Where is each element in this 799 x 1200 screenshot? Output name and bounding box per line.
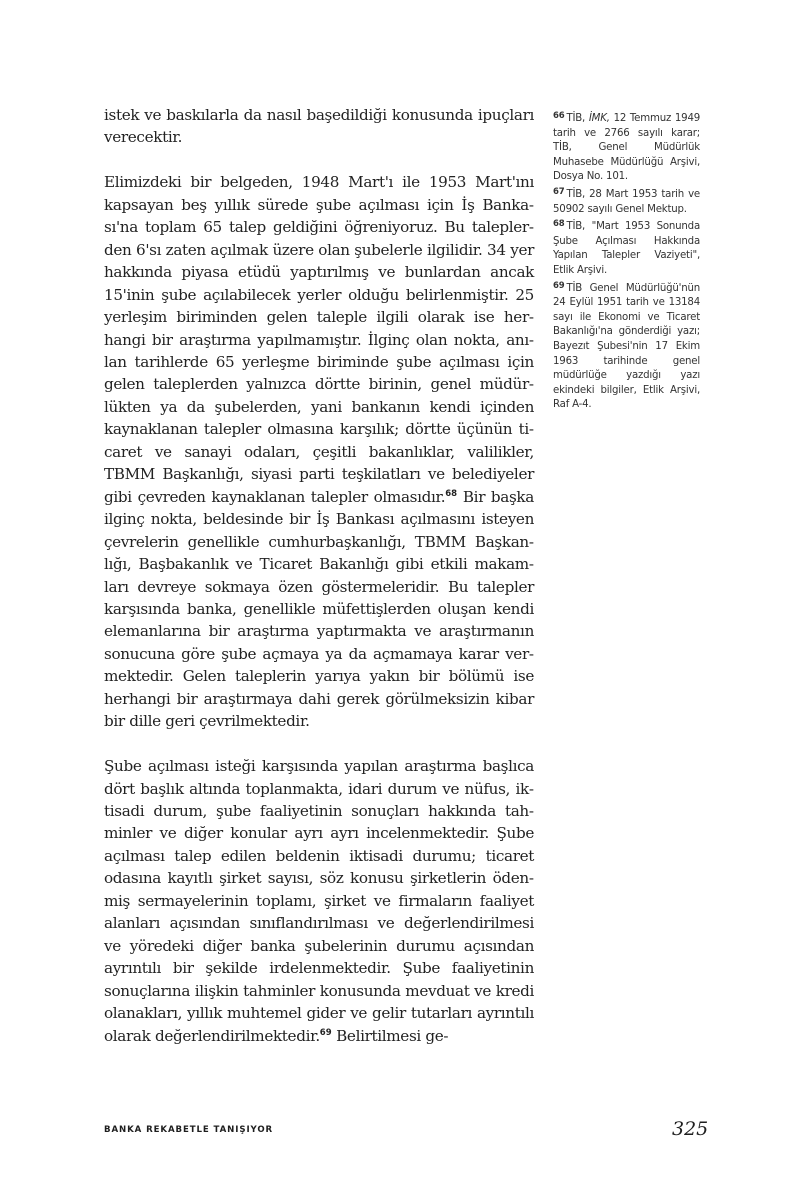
footnote xyxy=(553,109,700,185)
footnote-italic-text: İMK, xyxy=(588,113,610,124)
page-number: 325 xyxy=(672,1118,709,1140)
paragraph-text: istek ve baskılarla da nasıl başedildiği konusunda ipuçları verecektir. xyxy=(104,106,534,147)
footnote-text: TİB Genel Müdürlüğü'nün 24 Eylül 1951 tarih ve 13184 sayı ile Ekonomi ve Ticaret Bakanlığı'na gönderdiği yazı; Bayezıt Şubesi'nin 17 Ekim 1963 tarihinde genel müdürlüğe yazdığı yazı ekindeki bilgiler, Etlik Arşivi, Raf A-4. xyxy=(553,282,700,411)
running-title: BANKA REKABETLE TANIŞIYOR xyxy=(104,1125,274,1135)
footnote-text: TİB, xyxy=(566,113,589,124)
footnote-text: 12 Temmuz 1949 tarih ve 2766 sayılı karar; TİB, Genel Müdürlük Muhasebe Müdürlüğü Arşivi, Dosya No. 101. xyxy=(553,113,701,183)
paragraph xyxy=(104,755,534,1047)
paragraph-text: Belirtilmesi ge- xyxy=(331,1026,449,1045)
footnote-number: 67 xyxy=(553,186,565,197)
paragraph xyxy=(104,104,534,149)
footnote-number: 69 xyxy=(553,280,565,291)
footnote-number: 68 xyxy=(553,219,565,230)
footnote xyxy=(553,217,700,278)
paragraph xyxy=(104,171,534,732)
footnotes-sidebar xyxy=(553,109,700,413)
footnote xyxy=(553,279,700,413)
footnote-number: 66 xyxy=(553,111,565,121)
main-text-column xyxy=(104,104,534,1069)
footnote-reference[interactable]: 68 xyxy=(445,488,458,499)
paragraph-text: Şube açılması isteği karşısında yapılan araştırma başlıca dört başlık altında toplanmakta, idari durum ve nüfus, iktisadi durum, şube faaliyetinin sonuçları hakkında tahminler ve diğer konular ayrı ayrı incelenmektedir. Şube açılması talep edilen beldenin iktisadi durumu; ticaret odasına kayıtlı şirket sayısı, söz konusu şirketlerin ödenmiş sermayelerinin toplamı, şirket ve firmaların faaliyet alanları açısından sınıflandırılması ve değerlendirilmesi ve yöredeki diğer banka şubelerinin durumu açısından ayrıntılı bir şekilde irdelenmektedir. Şube faaliyetinin sonuçlarına ilişkin tahminler konusunda mevduat ve kredi olanakları, yıllık muhtemel gider ve gelir tutarları ayrıntılı olarak değerlendirilmektedir. xyxy=(104,757,534,1045)
footnote xyxy=(553,185,700,217)
paragraph-text: Bir başka ilginç nokta, beldesinde bir İş Bankası açılmasını isteyen çevrelerin genellikle cumhurbaşkanlığı, TBMM Başkanlığı, Başbakanlık ve Ticaret Bakanlığı gibi etkili makamları devreye sokmaya özen göstermeleridir. Bu talepler karşısında banka, genellikle müfettişlerden oluşan kendi elemanlarına bir araştırma yaptırmakta ve araştırmanın sonucuna göre şube açmaya ya da açmamaya karar vermektedir. Gelen taleplerin yarıya yakın bir bölümü ise herhangi bir araştırmaya dahi gerek görülmeksizin kibar bir dille geri çevrilmektedir. xyxy=(104,487,534,731)
paragraph-text: Elimizdeki bir belgeden, 1948 Mart'ı ile 1953 Mart'ını kapsayan beş yıllık sürede şube açılması için İş Bankası'na toplam 65 talep geldiğini öğreniyoruz. Bu taleplerden 6'sı zaten açılmak üzere olan şubelerle ilgilidir. 34 yer hakkında piyasa etüdü yaptırılmış ve bunlardan ancak 15'inin şube açılabilecek yerler olduğu belirlenmiştir. 25 yerleşim biriminden gelen taleple ilgili olarak ise herhangi bir araştırma yapılmamıştır. İlginç olan nokta, anılan tarihlerde 65 yerleşme biriminde şube açılması için gelen taleplerden yalnızca dörtte birinin, genel müdürlükten ya da şubelerden, yani bankanın kendi içinden kaynaklanan talepler olmasına karşılık; dörtte üçünün ticaret ve sanayi odaları, çeşitli bakanlıklar, valilikler, TBMM Başkanlığı, siyasi parti teşkilatları ve belediyeler gibi çevreden kaynaklanan talepler olmasıdır. xyxy=(104,173,534,506)
footnote-text: TİB, "Mart 1953 Sonunda Şube Açılması Hakkında Yapılan Talepler Vaziyeti", Etlik Arşivi. xyxy=(553,221,700,276)
footnote-text: TİB, 28 Mart 1953 tarih ve 50902 sayılı Genel Mektup. xyxy=(553,188,700,215)
footnote-reference[interactable]: 69 xyxy=(319,1027,332,1038)
